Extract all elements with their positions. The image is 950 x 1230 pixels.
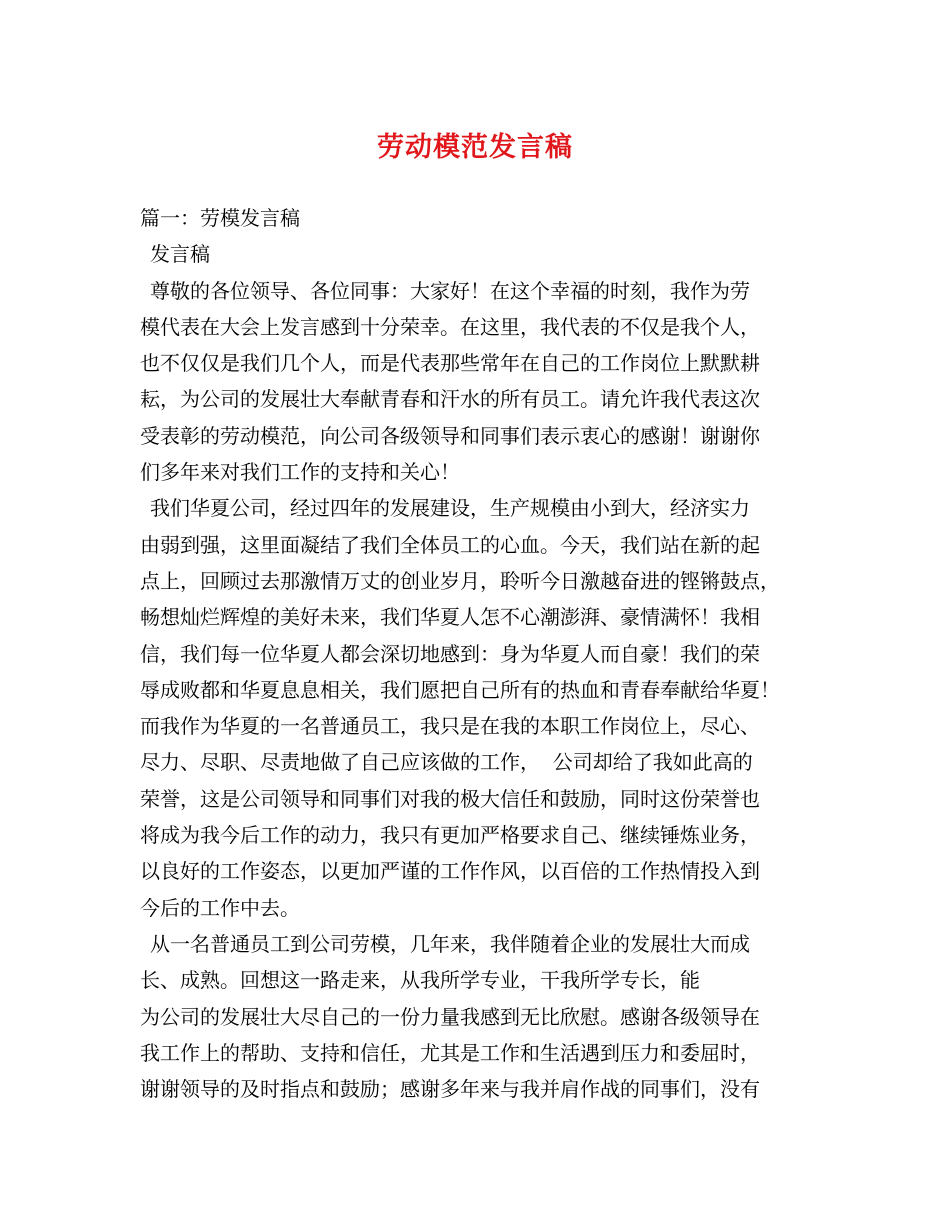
text-line: 将成为我今后工作的动力，我只有更加严格要求自己、继续锤炼业务， [140,823,760,848]
text-line: 模代表在大会上发言感到十分荣幸。在这里，我代表的不仅是我个人， [140,314,760,339]
text-line: 尽力、尽职、尽责地做了自己应该做的工作， 公司却给了我如此高的 [140,750,753,775]
text-line: 点上，回顾过去那激情万丈的创业岁月，聆听今日激越奋进的铿锵鼓点， [140,568,780,593]
text-line: 从一名普通员工到公司劳模，几年来，我伴随着企业的发展壮大而成 [150,931,750,956]
sub-heading: 发言稿 [150,242,210,267]
section-heading: 篇一：劳模发言稿 [140,206,300,230]
document-title: 劳动模范发言稿 [377,132,573,163]
text-line: 今后的工作中去。 [140,895,300,920]
text-line: 由弱到强，这里面凝结了我们全体员工的心血。今天，我们站在新的起 [140,532,760,557]
text-line: 也不仅仅是我们几个人，而是代表那些常年在自己的工作岗位上默默耕 [140,351,760,376]
text-line: 我工作上的帮助、支持和信任，尤其是工作和生活遇到压力和委屈时， [140,1040,760,1065]
text-line: 尊敬的各位领导、各位同事：大家好！在这个幸福的时刻，我作为劳 [150,278,750,303]
text-line: 为公司的发展壮大尽自己的一份力量我感到无比欣慰。感谢各级领导在 [140,1004,760,1029]
text-line: 耘，为公司的发展壮大奉献青春和汗水的所有员工。请允许我代表这次 [140,387,760,412]
text-line: 们多年来对我们工作的支持和关心！ [140,460,460,485]
document-body [140,200,830,1107]
text-line: 我们华夏公司，经过四年的发展建设，生产规模由小到大，经济实力 [150,496,750,521]
text-line: 荣誉，这是公司领导和同事们对我的极大信任和鼓励，同时这份荣誉也 [140,786,760,811]
text-line: 而我作为华夏的一名普通员工，我只是在我的本职工作岗位上，尽心、 [140,714,760,739]
text-line: 畅想灿烂辉煌的美好未来，我们华夏人怎不心潮澎湃、豪情满怀！我相 [140,605,760,630]
text-line: 信，我们每一位华夏人都会深切地感到：身为华夏人而自豪！我们的荣 [140,641,760,666]
text-line: 长、成熟。回想这一路走来，从我所学专业，干我所学专长，能 [140,968,700,993]
text-line: 辱成败都和华夏息息相关，我们愿把自己所有的热血和青春奉献给华夏！ [140,677,780,702]
text-line: 以良好的工作姿态，以更加严谨的工作作风，以百倍的工作热情投入到 [140,859,760,884]
text-line: 受表彰的劳动模范，向公司各级领导和同事们表示衷心的感谢！谢谢你 [140,423,760,448]
text-line: 谢谢领导的及时指点和鼓励；感谢多年来与我并肩作战的同事们，没有 [140,1077,760,1102]
